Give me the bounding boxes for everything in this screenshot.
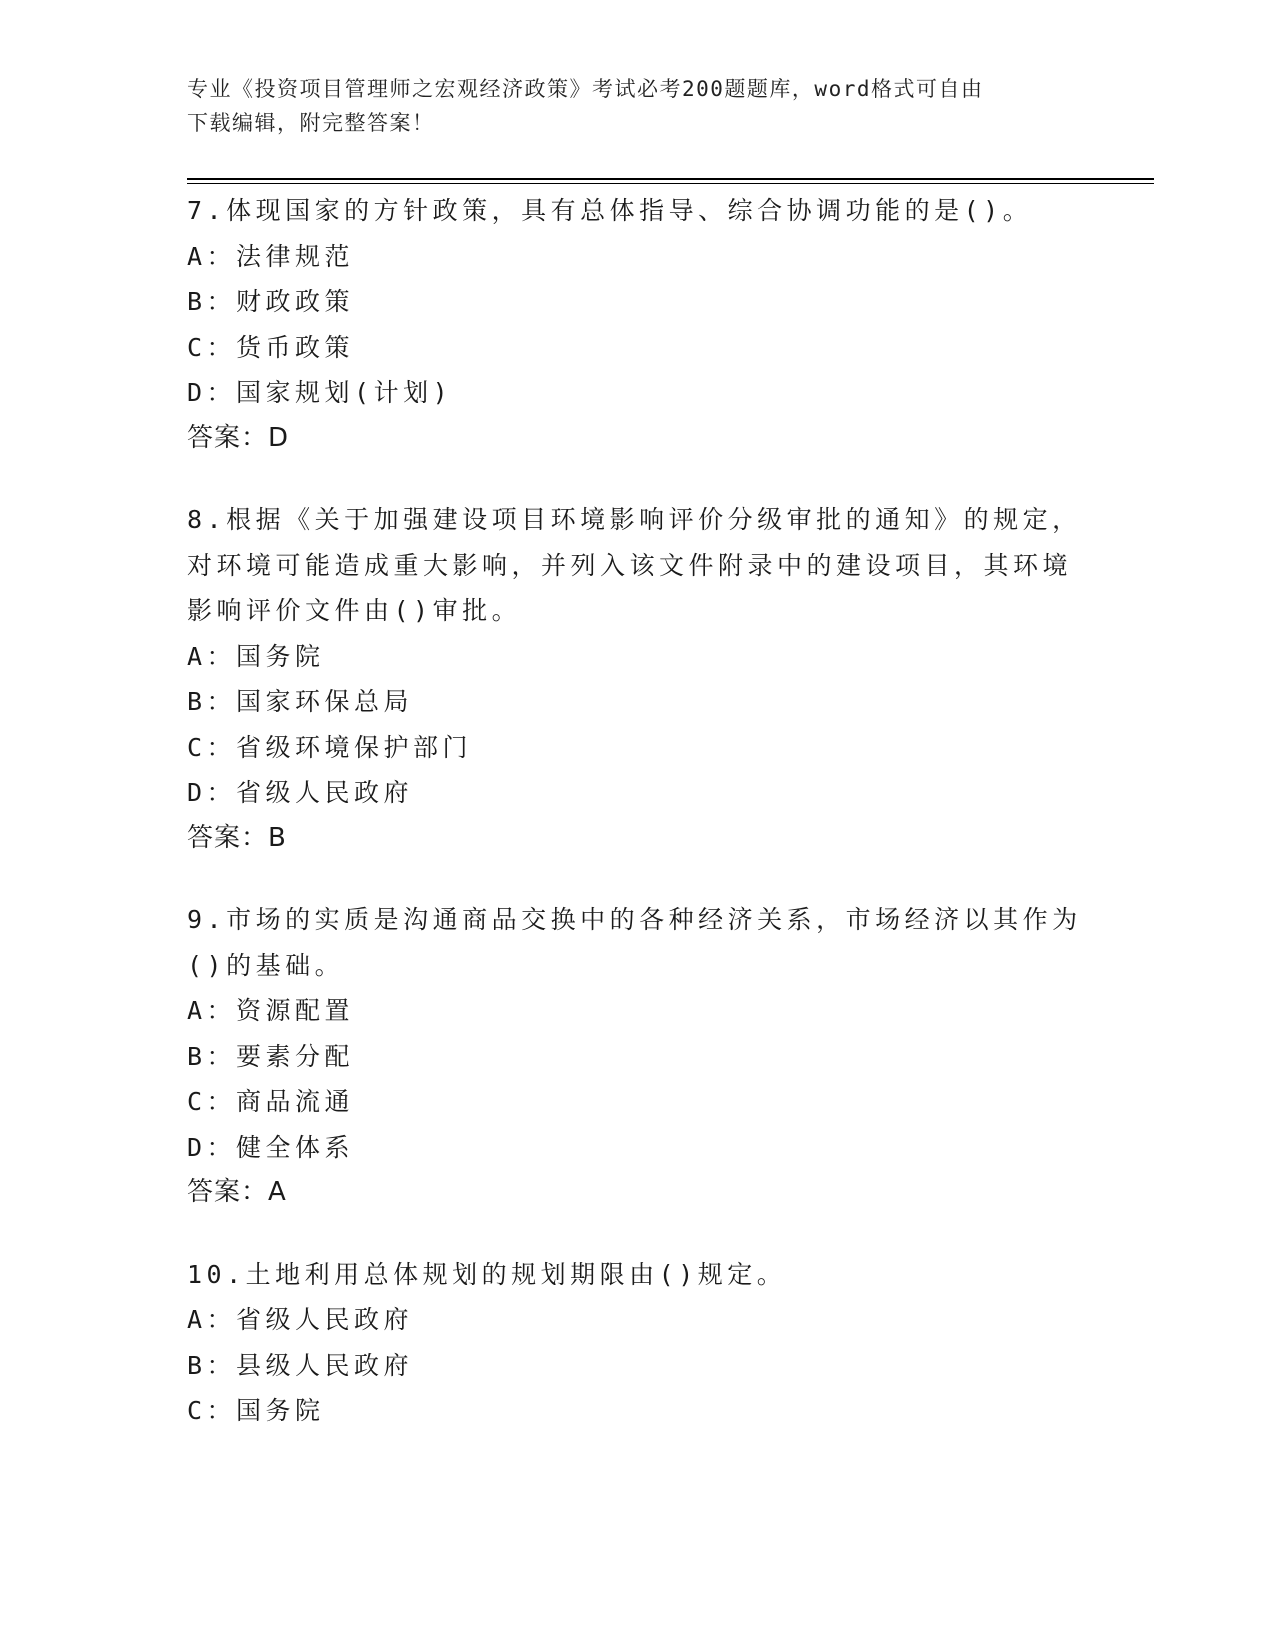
question-stem-line-1: 9.市场的实质是沟通商品交换中的各种经济关系，市场经济以其作为 — [187, 905, 1082, 934]
answer-line: 答案：B — [187, 822, 287, 853]
option-b: B：国家环保总局 — [187, 687, 414, 716]
option-c: C：货币政策 — [187, 332, 355, 362]
answer-line: 答案：A — [187, 1177, 287, 1207]
answer-line: 答案：D — [187, 422, 290, 453]
header-line-2: 下载编辑，附完整答案！ — [187, 111, 435, 135]
option-b: B：要素分配 — [187, 1041, 355, 1071]
option-c: C：国务院 — [187, 1396, 325, 1425]
option-b: B：财政政策 — [187, 287, 355, 316]
question-stem-line-2: ()的基础。 — [187, 950, 345, 980]
option-c: C：商品流通 — [187, 1087, 355, 1116]
question-list — [187, 188, 1087, 1470]
option-a: A：资源配置 — [187, 996, 355, 1025]
header-rule-thick — [187, 178, 1154, 180]
option-b: B：县级人民政府 — [187, 1350, 414, 1380]
option-d: D：国家规划(计划) — [187, 378, 453, 407]
option-d: D：省级人民政府 — [187, 778, 414, 807]
header-line-1: 专业《投资项目管理师之宏观经济政策》考试必考200题题库，word格式可自由 — [187, 77, 984, 101]
option-a: A：法律规范 — [187, 241, 355, 271]
document-header — [187, 72, 1067, 140]
option-a: A：国务院 — [187, 641, 325, 671]
option-c: C：省级环境保护部门 — [187, 732, 473, 762]
option-d: D：健全体系 — [187, 1132, 355, 1162]
question-stem-line-1: 8.根据《关于加强建设项目环境影响评价分级审批的通知》的规定， — [187, 505, 1082, 534]
question-7 — [187, 188, 1087, 461]
question-stem-line-3: 影响评价文件由()审批。 — [187, 596, 522, 625]
header-rule-thin — [187, 183, 1154, 184]
question-stem: 7.体现国家的方针政策，具有总体指导、综合协调功能的是()。 — [187, 196, 1033, 225]
question-8 — [187, 497, 1087, 861]
question-stem: 10.土地利用总体规划的规划期限由()规定。 — [187, 1259, 787, 1289]
question-9 — [187, 897, 1087, 1216]
question-stem-line-2: 对环境可能造成重大影响，并列入该文件附录中的建设项目，其环境 — [187, 550, 1073, 580]
option-a: A：省级人民政府 — [187, 1305, 414, 1334]
question-10 — [187, 1252, 1087, 1434]
